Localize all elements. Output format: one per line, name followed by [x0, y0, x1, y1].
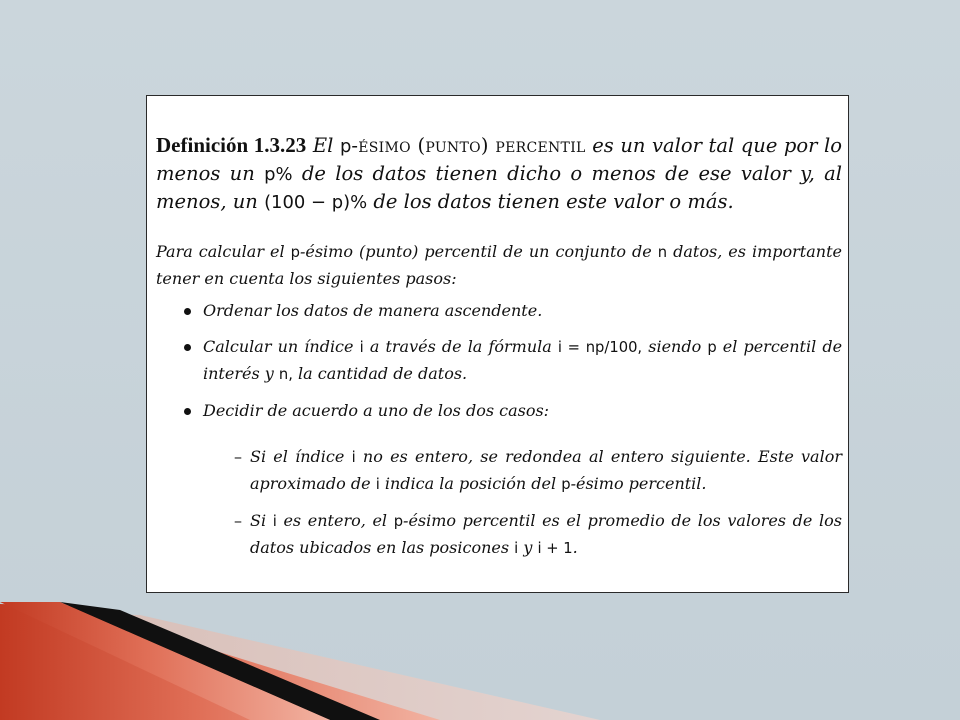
intro-text: -ésimo (punto) percentil de un conjunto de: [299, 242, 652, 261]
definition-text: de los datos tienen dicho o menos de ese valor y, al menos, un: [156, 162, 842, 213]
math-p: p: [707, 339, 717, 356]
bullet-icon: [184, 344, 191, 351]
math-p-percent: p%: [264, 164, 293, 185]
list-item: [203, 508, 842, 562]
definition-text: El: [312, 134, 334, 157]
case-text: y: [523, 538, 533, 557]
math-i-plus-1: i + 1: [537, 540, 573, 557]
math-i: i: [272, 513, 277, 530]
math-formula: i = np/100,: [557, 339, 643, 356]
definition-term: -ésimo: [351, 134, 411, 157]
case-text: .: [572, 538, 578, 557]
definition-document-image: [146, 95, 849, 593]
math-n: n,: [278, 366, 293, 383]
bullet-icon: [184, 408, 191, 415]
step-text: el percentil de interés y: [203, 337, 843, 383]
math-i: i: [375, 476, 380, 493]
dash-icon: –: [234, 511, 242, 530]
intro-text: Para calcular el: [156, 242, 285, 261]
list-item: [156, 398, 842, 562]
math-i: i: [359, 339, 364, 356]
definition-text: de los datos tienen este valor o más.: [373, 190, 734, 213]
case-text: -ésimo percentil.: [570, 474, 707, 493]
case-text: Si: [250, 511, 267, 530]
step-text: Calcular un índice: [203, 337, 354, 356]
definition-heading: Definición 1.3.23: [156, 133, 307, 157]
math-i: i: [351, 449, 356, 466]
definition-paragraph: [156, 132, 842, 216]
definition-text: es un valor tal que por lo menos un: [156, 134, 843, 185]
step-text: a través de la fórmula: [369, 337, 552, 356]
math-complement: (100 − p)%: [264, 192, 368, 213]
math-i: i: [514, 540, 519, 557]
step-text: Ordenar los datos de manera ascendente.: [203, 301, 543, 320]
math-n: n: [657, 244, 668, 261]
case-text: indica la posición del: [384, 474, 557, 493]
case-text: es entero, el: [283, 511, 388, 530]
list-item: [156, 298, 842, 324]
math-p: p: [290, 244, 300, 261]
list-item: [156, 334, 842, 388]
cases-list: [203, 444, 842, 562]
math-p: p: [561, 476, 571, 493]
step-text: siendo: [648, 337, 702, 356]
definition-term: percentil: [495, 134, 586, 157]
dash-icon: –: [234, 447, 242, 466]
steps-list: [156, 298, 842, 562]
math-p: p: [393, 513, 404, 530]
intro-paragraph: [156, 239, 842, 292]
math-p: p: [339, 136, 352, 157]
step-text: la cantidad de datos.: [297, 364, 468, 383]
case-text: no es entero, se redondea al entero siguiente. Este valor aproximado de: [250, 447, 842, 493]
definition-term: (punto): [417, 134, 489, 157]
step-text: Decidir de acuerdo a uno de los dos casos:: [203, 401, 550, 420]
bullet-icon: [184, 308, 191, 315]
list-item: [203, 444, 842, 498]
intro-text: datos, es importante tener en cuenta los siguientes pasos:: [156, 242, 842, 288]
case-text: -ésimo percentil es el promedio de los valores de los datos ubicados en las posicones: [250, 511, 842, 557]
case-text: Si el índice: [250, 447, 345, 466]
